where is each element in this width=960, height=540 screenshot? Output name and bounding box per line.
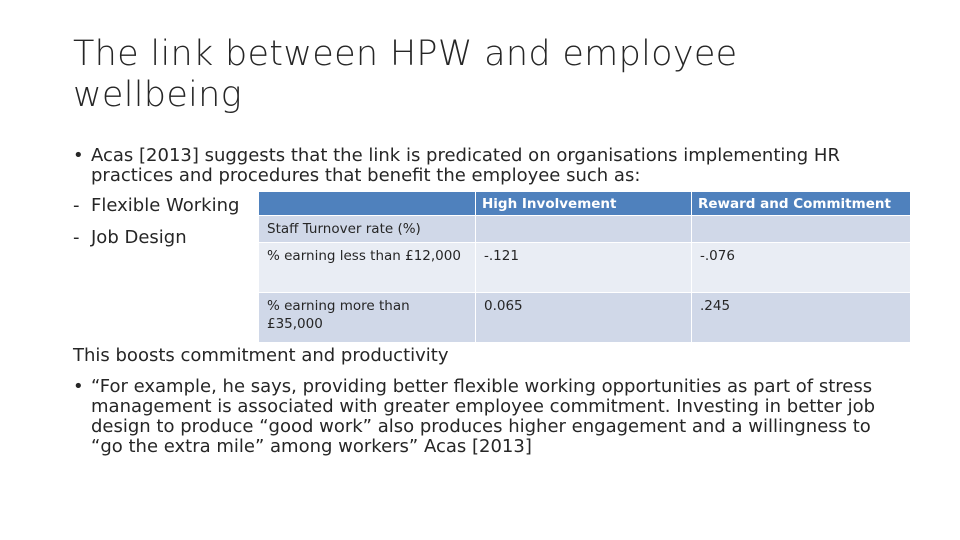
bullet-icon: • bbox=[73, 145, 84, 166]
table-header-row bbox=[259, 192, 911, 216]
table-cell: % earning less than £12,000 bbox=[259, 243, 476, 293]
boosts-line: This boosts commitment and productivity bbox=[73, 345, 449, 366]
bullet-intro-text: Acas [2013] suggests that the link is predicated on organisations implementing HR practices and procedures that benefit the employee such as: bbox=[91, 145, 840, 186]
table-header-cell: Reward and Commitment bbox=[692, 192, 911, 216]
dash-icon: - bbox=[73, 227, 80, 248]
bullet-icon: • bbox=[73, 376, 84, 397]
table-cell: .245 bbox=[692, 293, 911, 343]
dash-icon: - bbox=[73, 195, 80, 216]
dash-item-label: Flexible Working bbox=[91, 195, 240, 216]
table-row bbox=[259, 216, 911, 243]
bullet-quote-text: “For example, he says, providing better flexible working opportunities as part of stress management is associated with greater employee commitment. Investing in better job design to produce “good work” also produces higher engagement and a willingness to “go the extra mile” among workers” Acas [2013] bbox=[91, 376, 876, 457]
slide-title bbox=[73, 34, 893, 116]
table-cell bbox=[692, 216, 911, 243]
dash-item-job-design bbox=[73, 228, 187, 248]
table-row bbox=[259, 293, 911, 343]
table-header-cell bbox=[259, 192, 476, 216]
table-row bbox=[259, 243, 911, 293]
title-line-1: The link between HPW and employee bbox=[73, 34, 738, 74]
table-cell: -.076 bbox=[692, 243, 911, 293]
table-cell bbox=[476, 216, 692, 243]
dash-item-flexible-working bbox=[73, 196, 239, 216]
title-line-2: wellbeing bbox=[73, 75, 242, 115]
table-cell: % earning more than £35,000 bbox=[259, 293, 476, 343]
dash-item-label: Job Design bbox=[91, 227, 187, 248]
table-cell: Staff Turnover rate (%) bbox=[259, 216, 476, 243]
table-cell: 0.065 bbox=[476, 293, 692, 343]
table-header-cell: High Involvement bbox=[476, 192, 692, 216]
hpw-table bbox=[258, 191, 911, 343]
table-cell: -.121 bbox=[476, 243, 692, 293]
